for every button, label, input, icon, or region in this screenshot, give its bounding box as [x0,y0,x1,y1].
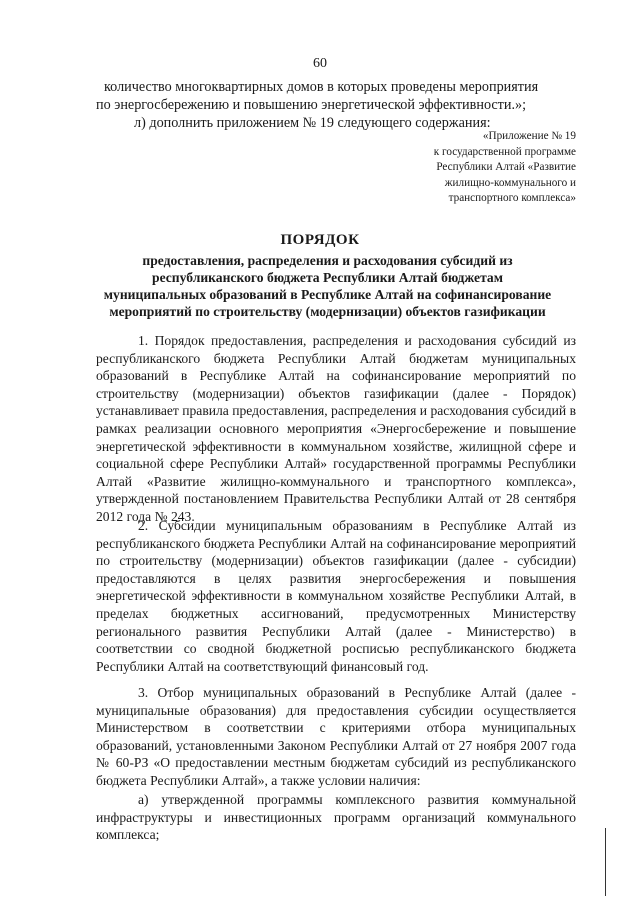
document-title: ПОРЯДОК [280,232,360,248]
paragraph-4 [96,791,576,844]
intro-line-1: количество многоквартирных домов в которых проведены мероприятия [104,79,539,95]
appendix-line-2: к государственной программе [433,145,576,158]
paragraph-2-text: 2. Субсидии муниципальным образованиям в Республике Алтай из республиканского бюджета Республики Алтай на софинансирование мероприятий по строительству (модернизации) объектов газификации (далее - субсидии) предоставляются в целях развития энергосбережения и повышения энергетической эффективности в коммунальном хозяйстве Республики Алтай, в пределах бюджетных ассигнований, предусмотренных Министерству регионального развития Республики Алтай (далее - Министерство) в соответствии со сводной бюджетной росписью республиканского бюджета Республики Алтай на соответствующий финансовый год. [96,518,576,674]
paragraph-1 [96,332,576,526]
intro-line-3: л) дополнить приложением № 19 следующего содержания: [134,115,491,131]
paragraph-3 [96,684,576,790]
paragraph-4-text: а) утвержденной программы комплексного развития коммунальной инфраструктуры и инвестиционных программ организаций коммунального комплекса; [96,792,576,843]
intro-line-2: по энергосбережению и повышению энергетической эффективности.»; [96,97,527,113]
document-subtitle [80,252,575,320]
paragraph-2 [96,517,576,675]
margin-mark [605,828,606,896]
appendix-line-1: «Приложение № 19 [482,130,576,142]
appendix-header [396,129,576,207]
paragraph-3-text: 3. Отбор муниципальных образований в Республике Алтай (далее - муниципальные образования) для предоставления субсидии осуществляется Министерством в соответствии с критериями отбора муниципальных образований, установленными Законом Республики Алтай от 27 ноября 2007 года № 60-РЗ «О предоставлении местным бюджетам субсидий из республиканского бюджета Республики Алтай», а также условии наличия: [96,685,576,788]
subtitle-line-3: муниципальных образований в Республике Алтай на софинансирование [103,287,552,302]
appendix-line-4: жилищно-коммунального и [444,176,576,189]
appendix-line-5: транспортного комплекса» [448,192,576,204]
appendix-line-3: Республики Алтай «Развитие [436,161,576,173]
subtitle-line-1: предоставления, распределения и расходования субсидий из [142,253,513,268]
subtitle-line-4: мероприятий по строительству (модернизации) объектов газификации [109,304,546,319]
subtitle-line-2: республиканского бюджета Республики Алтай бюджетам [152,270,503,285]
paragraph-1-text: 1. Порядок предоставления, распределения и расходования субсидий из республиканского бюджета Республики Алтай бюджетам муниципальных образований в Республике Алтай на софинансирование мероприятий по строительству (модернизации) объектов газификации (далее - Порядок) устанавливает правила предоставления, распределения и расходования субсидий в рамках реализации основного мероприятия «Энергосбережение и повышение энергетической эффективности в коммунальном хозяйстве, жилищной сфере и социальной сфере Республики Алтай» государственной программы Республики Алтай «Развитие жилищно-коммунального и транспортного комплекса», утвержденной постановлением Правительства Республики Алтай от 28 сентября 2012 года № 243. [96,333,577,524]
page-number: 60 [313,56,327,71]
